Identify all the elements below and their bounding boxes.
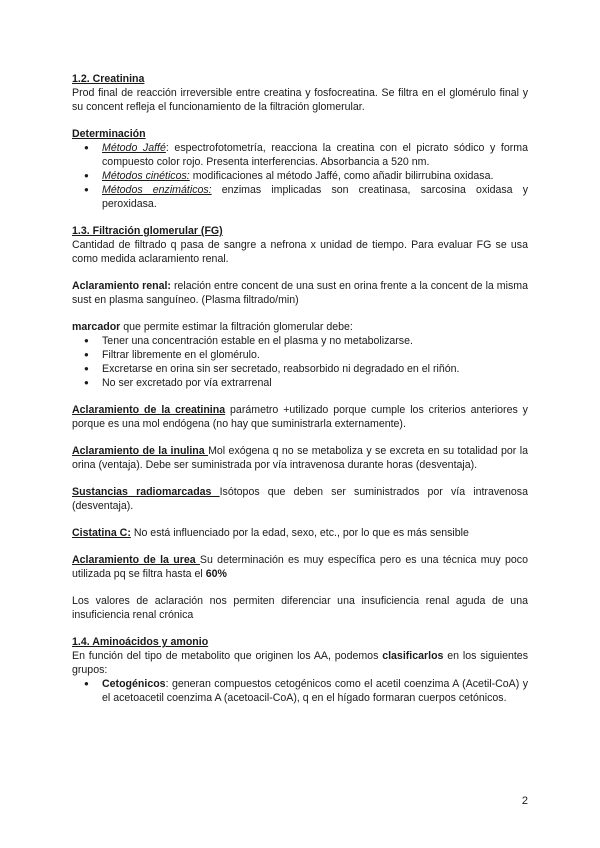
creatinina-definition: Prod final de reacción irreversible entre creatina y fosfocreatina. Se filtra en el glomérulo final y su concent refleja el funcionamiento de la filtración glomerular. xyxy=(72,87,528,113)
list-item: ● Métodos cinéticos: modificaciones al método Jaffé, como añadir bilirrubina oxidasa. xyxy=(72,169,528,183)
marcador-paragraph: marcador que permite estimar la filtración glomerular debe: xyxy=(72,321,353,333)
determinacion-list xyxy=(72,141,528,211)
marcador-list xyxy=(72,334,528,390)
inulina-paragraph: Aclaramiento de la inulina Mol exógena q no se metaboliza y se excreta en su totalidad por la orina (ventaja). Debe ser suministrada por vía intravenosa durante horas (desventaja). xyxy=(72,445,528,471)
aminoacidos-list xyxy=(72,677,528,705)
list-item: ● Métodos enzimáticos: enzimas implicadas son creatinasa, sarcosina oxidasa y peroxidasa. xyxy=(72,183,528,211)
urea-paragraph: Aclaramiento de la urea Su determinación es muy específica pero es una técnica muy poco utilizada pq se filtra hasta el 60% xyxy=(72,554,528,580)
item-term: Métodos cinéticos: xyxy=(102,170,190,182)
item-term: Método Jaffé xyxy=(102,142,166,154)
page-content xyxy=(72,72,528,705)
list-item: ● No ser excretado por vía extrarrenal xyxy=(72,376,528,390)
item-term: Métodos enzimáticos: xyxy=(102,184,212,196)
section-heading-aminoacidos: 1.4. Aminoácidos y amonio xyxy=(72,636,209,648)
list-item: ● Filtrar libremente en el glomérulo. xyxy=(72,348,528,362)
cistatina-paragraph: Cistatina C: No está influenciado por la edad, sexo, etc., por lo que es más sensible xyxy=(72,527,469,539)
page-number: 2 xyxy=(521,795,528,807)
radiomarcadas-paragraph: Sustancias radiomarcadas Isótopos que deben ser suministrados por vía intravenosa (desventaja). xyxy=(72,486,528,512)
aminoacidos-intro: En función del tipo de metabolito que originen los AA, podemos clasificarlos en los siguientes grupos: xyxy=(72,650,528,676)
filtracion-definition: Cantidad de filtrado q pasa de sangre a nefrona x unidad de tiempo. Para evaluar FG se usa como medida aclaramiento renal. xyxy=(72,239,528,265)
list-item: ● Método Jaffé: espectrofotometría, reacciona la creatina con el picrato sódico y forma compuesto color rojo. Presenta interferencias. Absorbancia a 520 nm. xyxy=(72,141,528,169)
list-item: ● Cetogénicos: generan compuestos cetogénicos como el acetil coenzima A (Acetil-CoA) y el acetoacetil coenzima A (acetoacil-CoA), q en el hígado formaran cuerpos cetónicos. xyxy=(72,677,528,705)
determinacion-heading: Determinación xyxy=(72,128,146,140)
creatinina-clearance-paragraph: Aclaramiento de la creatinina parámetro +utilizado porque cumple los criterios anteriores y porque es una mol endógena (no hay que suministrarla externamente). xyxy=(72,404,528,430)
aclaramiento-renal-paragraph: Aclaramiento renal: relación entre concent de una sust en orina frente a la concent de la misma sust en plasma sanguíneo. (Plasma filtrado/min) xyxy=(72,280,528,306)
section-heading-creatinina: 1.2. Creatinina xyxy=(72,73,145,85)
list-item: ● Excretarse en orina sin ser secretado, reabsorbido ni degradado en el riñón. xyxy=(72,362,528,376)
section-heading-filtracion: 1.3. Filtración glomerular (FG) xyxy=(72,225,223,237)
valores-paragraph: Los valores de aclaración nos permiten diferenciar una insuficiencia renal aguda de una insuficiencia renal crónica xyxy=(72,595,528,621)
list-item: ● Tener una concentración estable en el plasma y no metabolizarse. xyxy=(72,334,528,348)
